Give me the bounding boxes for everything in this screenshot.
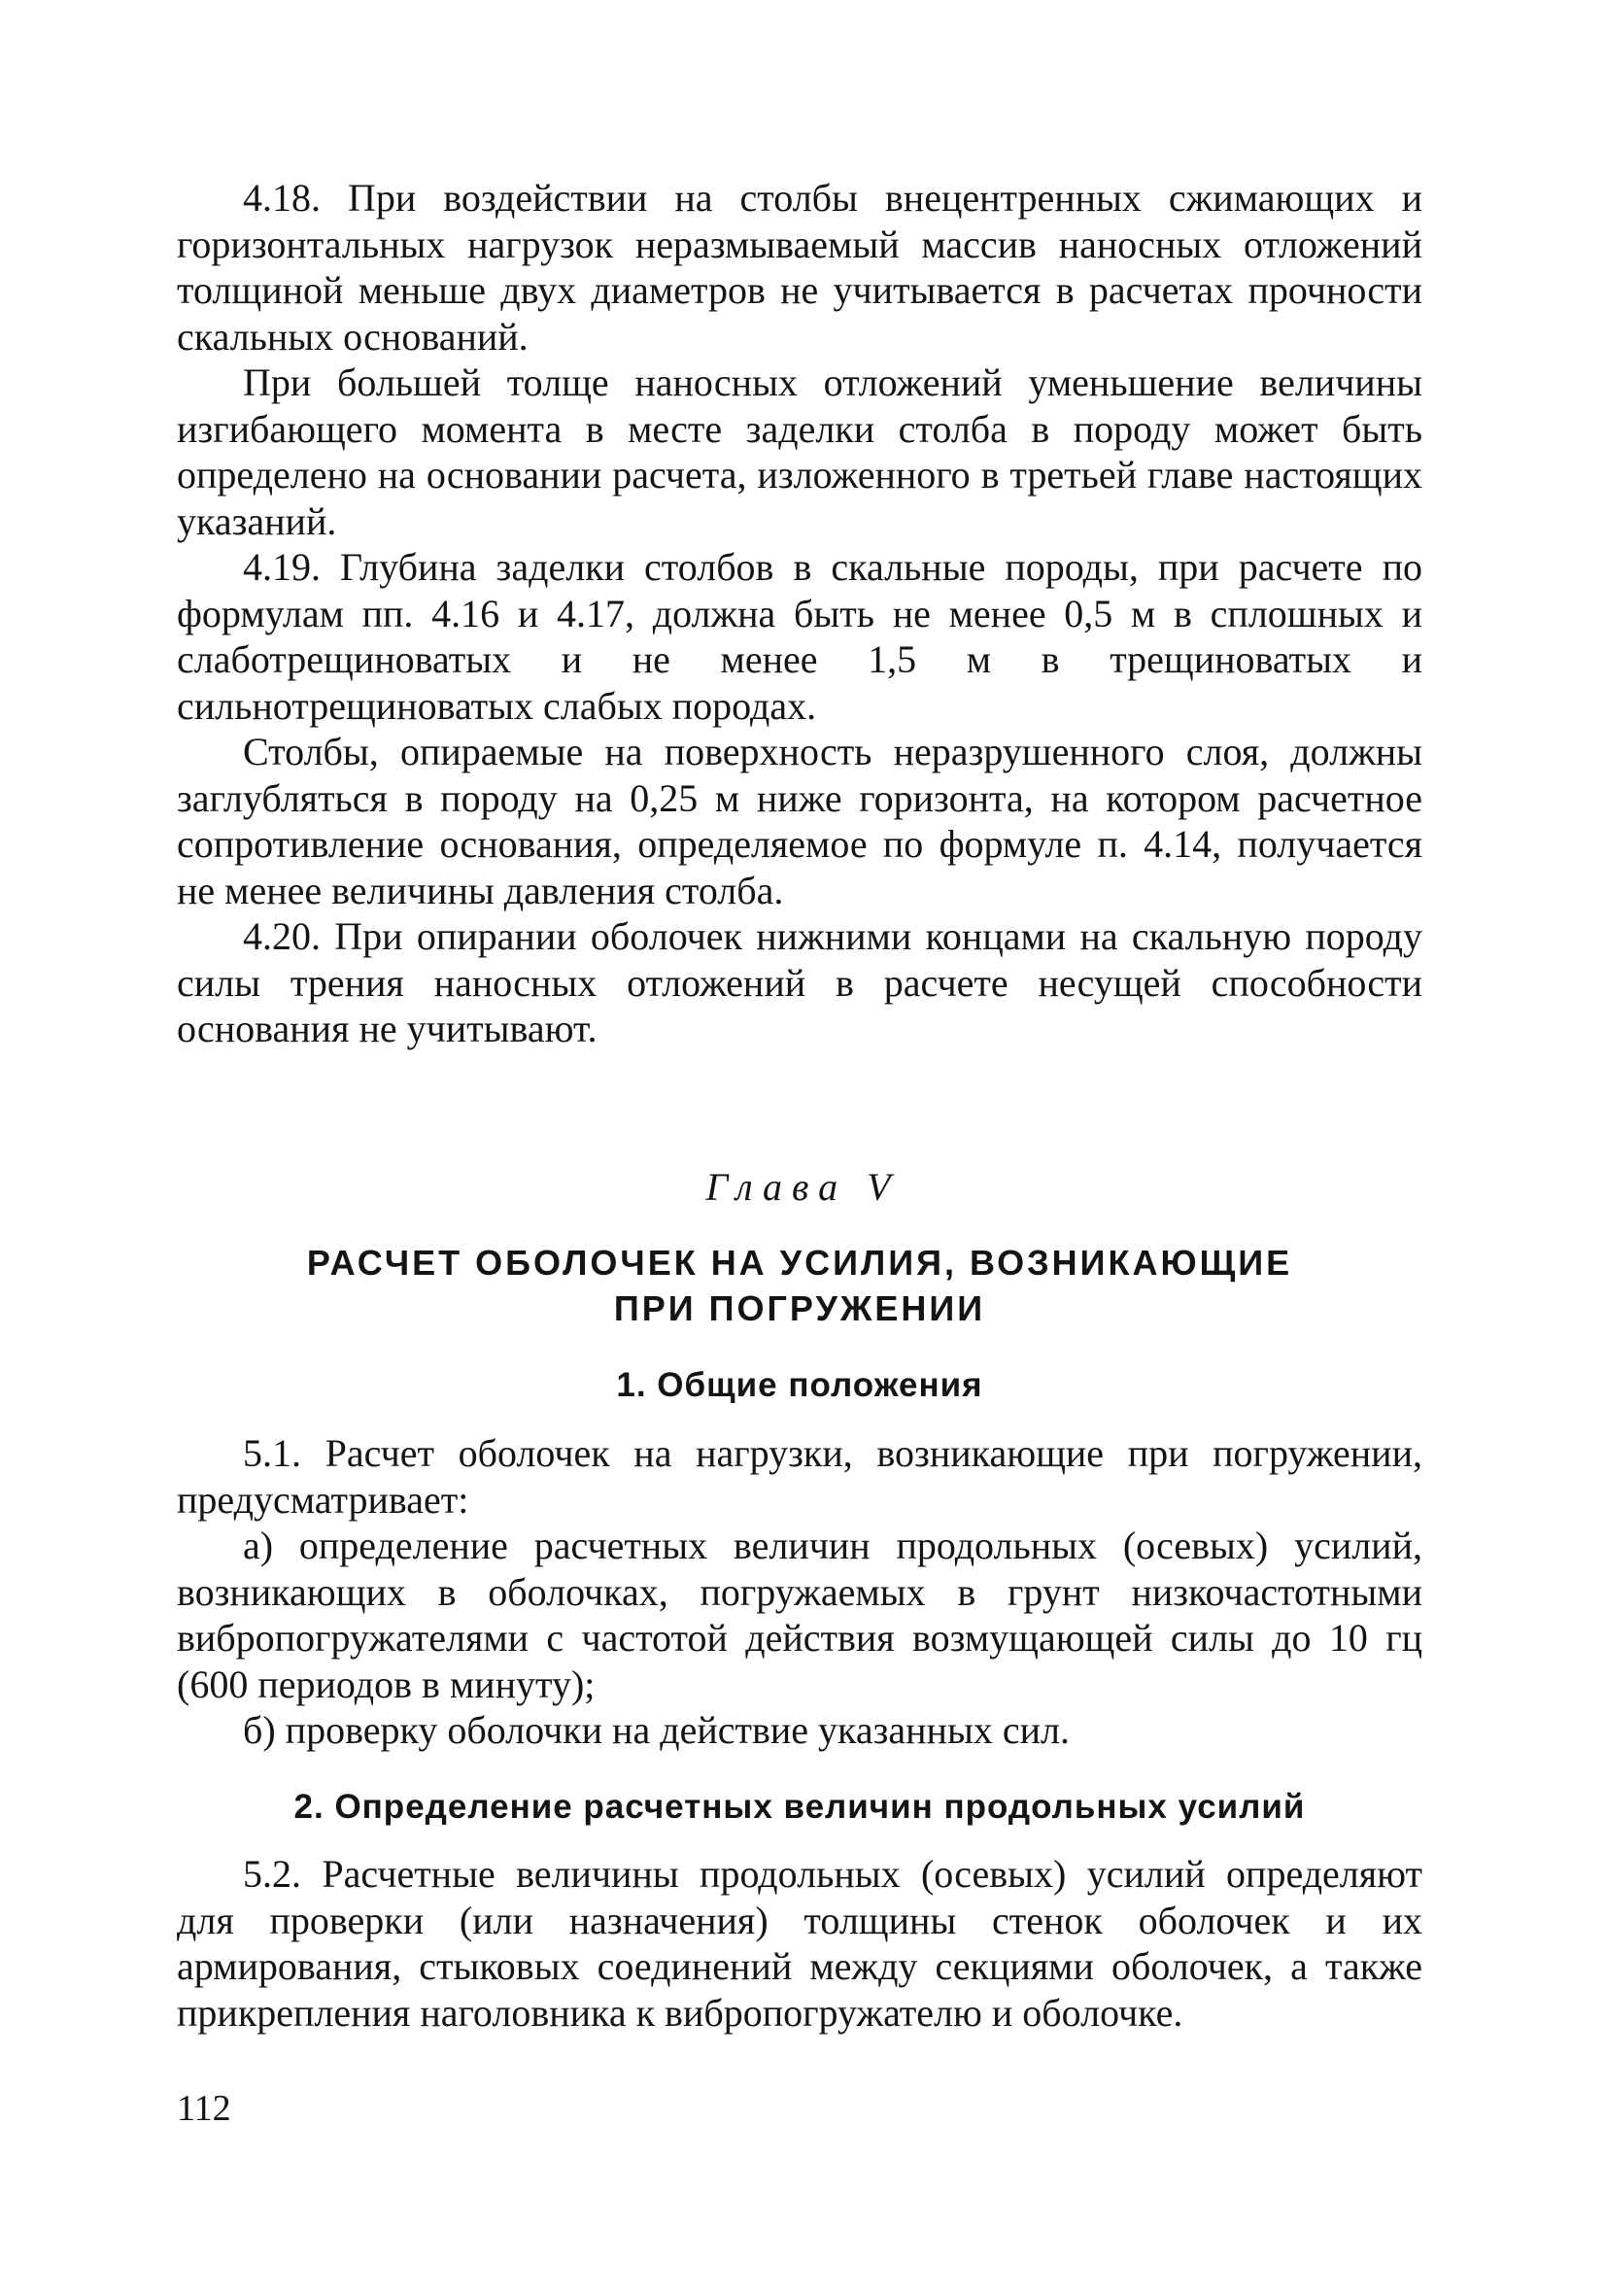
paragraph-5-1-a: а) определение расчетных величин продольных (осевых) усилий, возникающих в оболочках, погружаемых в грунт низкочастотными вибропогружателями с частотой действия возмущающей силы до 10 гц (600 периодов в минуту);: [177, 1524, 1422, 1706]
chapter-title-line-1: РАСЧЕТ ОБОЛОЧЕК НА УСИЛИЯ, ВОЗНИКАЮЩИЕ: [306, 1243, 1293, 1283]
paragraph-4-18-continued: При большей толще наносных отложений уменьшение величины изгибающего момента в месте заделки столба в породу может быть определено на основании расчета, изложенного в третьей главе настоящих указаний.: [177, 360, 1422, 543]
page-number: 112: [177, 2088, 231, 2129]
paragraph-4-19: 4.19. Глубина заделки столбов в скальные породы, при расчете по формулам пп. 4.16 и 4.17, должна быть не менее 0,5 м в сплошных и слаботрещиноватых и не менее 1,5 м в трещиноватых и сильнотрещиноватых слабых породах.: [177, 545, 1422, 728]
paragraph-5-2: 5.2. Расчетные величины продольных (осевых) усилий определяют для проверки (или назначения) толщины стенок оболочек и их армирования, стыковых соединений между секциями оболочек, а также прикрепления наголовника к вибропогружателю и оболочке.: [177, 1852, 1422, 2035]
paragraph-4-20: 4.20. При опирании оболочек нижними концами на скальную породу силы трения наносных отложений в расчете несущей способности основания не учитывают.: [177, 914, 1422, 1050]
text-block-section-1: [177, 1430, 1422, 1754]
section-heading-forces: 2. Определение расчетных величин продольных усилий: [293, 1788, 1306, 1826]
text-block-section-2: [177, 1851, 1422, 2036]
paragraph-4-18: 4.18. При воздействии на столбы внецентренных сжимающих и горизонтальных нагрузок неразмываемый массив наносных отложений толщиной меньше двух диаметров не учитывается в расчетах прочности скальных оснований.: [177, 176, 1422, 359]
paragraph-5-1-b: б) проверку оболочки на действие указанных сил.: [243, 1708, 1070, 1752]
paragraph-4-19-continued: Столбы, опираемые на поверхность неразрушенного слоя, должны заглубляться в породу на 0,25 м ниже горизонта, на котором расчетное сопротивление основания, определяемое по формуле п. 4.14, получается не менее величины давления столба.: [177, 730, 1422, 912]
chapter-title: [177, 1240, 1422, 1331]
paragraph-5-1: 5.1. Расчет оболочек на нагрузки, возникающие при погружении, предусматривает:: [177, 1431, 1422, 1522]
chapter-label: Глава V: [705, 1165, 901, 1209]
chapter-title-line-2: ПРИ ПОГРУЖЕНИИ: [613, 1288, 986, 1328]
section-heading-general: 1. Общие положения: [616, 1366, 983, 1404]
text-block-top: [177, 175, 1422, 1052]
